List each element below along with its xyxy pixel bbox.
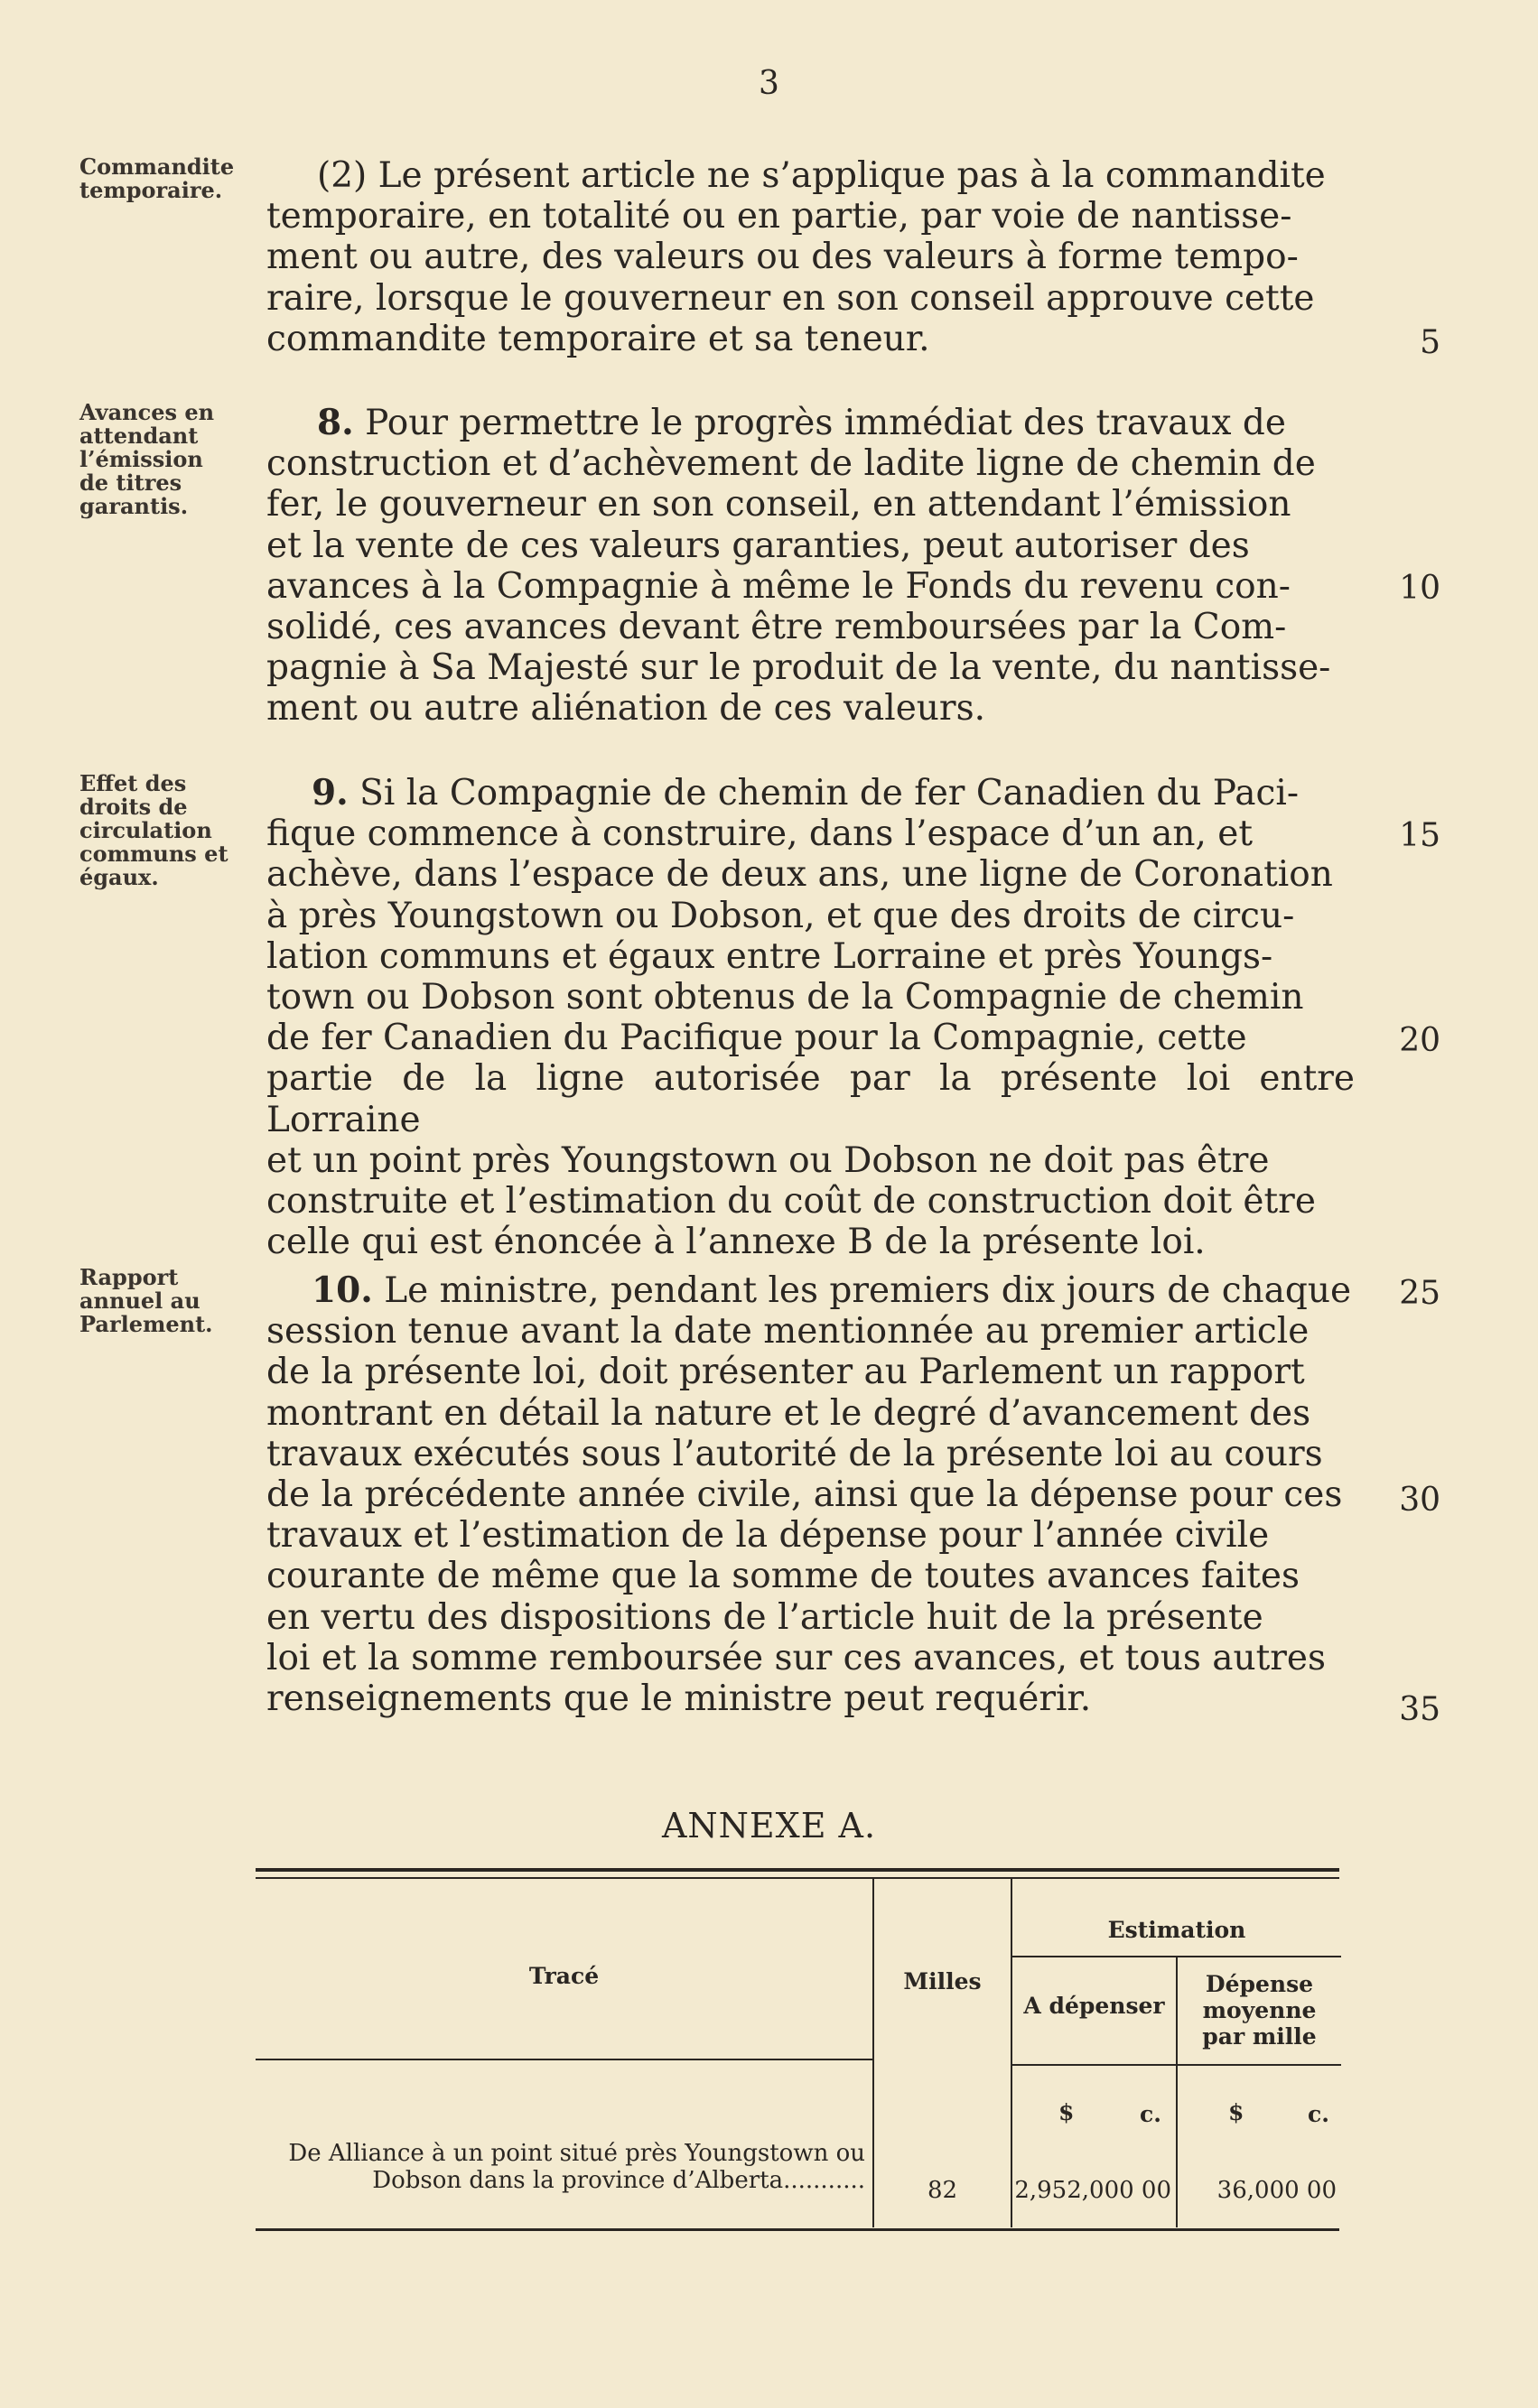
table-rule [1011, 2064, 1341, 2066]
text-line: temporaire, en totalité ou en partie, par voie de nantisse- [266, 196, 1292, 237]
text-line: celle qui est énoncée à l’annexe B de la présente loi. [266, 1222, 1206, 1263]
line-number: 30 [1399, 1482, 1440, 1519]
header-milles: Milles [903, 1968, 982, 1994]
line-number: 10 [1399, 570, 1440, 607]
header-depense-moyenne: Dépense moyenne par mille [1202, 1971, 1317, 2050]
header-estimation: Estimation [1107, 1917, 1246, 1943]
line-number: 25 [1399, 1275, 1440, 1312]
text-line: fique commence à construire, dans l’espace d’un an, et [266, 814, 1254, 855]
row-a-depenser: 2,952,000 00 [1014, 2177, 1171, 2204]
row-milles: 82 [927, 2177, 958, 2204]
text-line: 9. Si la Compagnie de chemin de fer Canadien du Paci- [312, 772, 1300, 814]
line-number: 5 [1420, 324, 1440, 361]
text-line: montrant en détail la nature et le degré d’avancement des [266, 1392, 1311, 1434]
row-trace: De Alliance à un point situé près Youngstown ou Dobson dans la province d’Alberta........... [288, 2140, 865, 2194]
text-line: ment ou autre aliénation de ces valeurs. [266, 688, 985, 730]
line-number: 20 [1399, 1022, 1440, 1059]
text-line: de fer Canadien du Pacifique pour la Compagnie, cette [266, 1018, 1247, 1059]
text-line: fer, le gouverneur en son conseil, en attendant l’émission [266, 484, 1291, 525]
text-line: pagnie à Sa Majesté sur le produit de la vente, du nantisse- [266, 647, 1331, 689]
text-line: lation communs et égaux entre Lorraine et près Youngs- [266, 935, 1273, 977]
section-number: 10. [312, 1269, 373, 1311]
table-rule [1011, 1956, 1341, 1957]
unit-cents: c. [1140, 2101, 1161, 2127]
text-line: achève, dans l’espace de deux ans, une ligne de Coronation [266, 854, 1333, 896]
page-number: 3 [759, 65, 779, 102]
line-number: 35 [1399, 1691, 1440, 1728]
unit-dollar: $ [1228, 2099, 1244, 2125]
text-line: ment ou autre, des valeurs ou des valeurs à forme tempo- [266, 237, 1299, 278]
text-line: et un point près Youngstown ou Dobson ne doit pas être [266, 1139, 1270, 1181]
table-top-rule [256, 1868, 1339, 1872]
paragraph [266, 155, 1355, 359]
text-line: construite et l’estimation du coût de construction doit être [266, 1181, 1316, 1223]
section-number: 8. [317, 402, 354, 443]
header-a-depenser: A dépenser [1023, 1993, 1165, 2019]
text-line: session tenue avant la date mentionnée au premier article [266, 1311, 1310, 1353]
table-rule [256, 2059, 872, 2060]
text-line: travaux exécutés sous l’autorité de la présente loi au cours [266, 1433, 1323, 1474]
text-line: 10. Le ministre, pendant les premiers dix jours de chaque [312, 1269, 1352, 1311]
text-line: 8. Pour permettre le progrès immédiat des travaux de [317, 402, 1286, 443]
text-line: partie de la ligne autorisée par la présente loi entre Lorraine [266, 1058, 1355, 1140]
text-line: courante de même que la somme de toutes avances faites [266, 1556, 1300, 1597]
text-line: de la précédente année civile, ainsi que la dépense pour ces [266, 1474, 1343, 1516]
margin-note: Commandite temporaire. [79, 153, 235, 203]
text-line: construction et d’achèvement de ladite ligne de chemin de [266, 443, 1316, 485]
margin-note: Avances en attendant l’émission de titres garantis. [79, 399, 215, 519]
text-line: solidé, ces avances devant être remboursées par la Com- [266, 607, 1287, 648]
text-line: travaux et l’estimation de la dépense pour l’année civile [266, 1515, 1270, 1557]
text-line: de la présente loi, doit présenter au Parlement un rapport [266, 1352, 1305, 1393]
paragraph [266, 773, 1355, 1262]
margin-note: Effet des droits de circulation communs et égaux. [79, 770, 228, 890]
text-line: en vertu des dispositions de l’article huit de la présente [266, 1596, 1263, 1638]
text-line: raire, lorsque le gouverneur en son conseil approuve cette [266, 277, 1315, 319]
margin-note: Rapport annuel au Parlement. [79, 1264, 213, 1337]
unit-dollar: $ [1058, 2099, 1075, 2125]
table-top-rule [256, 1877, 1339, 1879]
annex-title: ANNEXE A. [661, 1806, 877, 1846]
unit-cents: c. [1308, 2101, 1329, 2127]
table-bottom-rule [256, 2228, 1339, 2231]
text-line: avances à la Compagnie à même le Fonds du revenu con- [266, 565, 1291, 607]
line-number: 15 [1399, 817, 1440, 854]
text-line: à près Youngstown ou Dobson, et que des droits de circu- [266, 895, 1295, 936]
text-line: loi et la somme remboursée sur ces avances, et tous autres [266, 1637, 1327, 1678]
paragraph [266, 1270, 1355, 1719]
text-line: (2) Le présent article ne s’applique pas à la commandite [317, 155, 1326, 196]
text-line: renseignements que le ministre peut requérir. [266, 1678, 1092, 1720]
text-line: et la vente de ces valeurs garanties, peut autoriser des [266, 525, 1250, 566]
table-divider [872, 1879, 874, 2227]
row-par-mille: 36,000 00 [1216, 2177, 1337, 2204]
header-trace: Tracé [528, 1963, 600, 1989]
section-number: 9. [312, 772, 349, 814]
paragraph [266, 403, 1355, 730]
text-line: town ou Dobson sont obtenus de la Compagnie de chemin [266, 977, 1304, 1018]
text-line: commandite temporaire et sa teneur. [266, 318, 930, 359]
